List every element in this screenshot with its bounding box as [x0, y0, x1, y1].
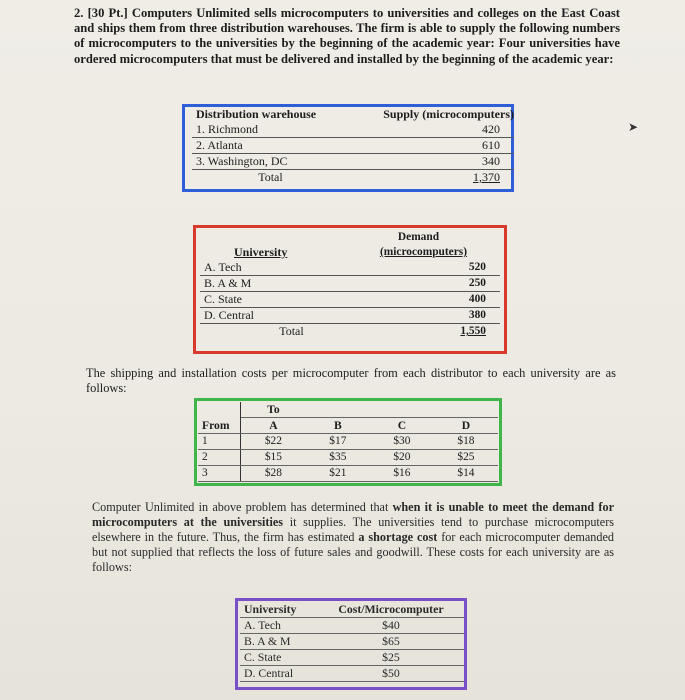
demand-header-university: University [234, 245, 288, 259]
supply-table [192, 107, 514, 185]
pointer-arrow-icon: ➤ [628, 120, 639, 134]
shortage-text-2: it supplies. The universities tend to purchase microcomputers elsewhere in the future. Thus, the firm has estimated [92, 515, 615, 544]
table-row [200, 292, 500, 308]
demand-total-row [200, 324, 500, 340]
shipping-cost: $17 [306, 434, 370, 450]
warehouse-supply: 610 [349, 138, 514, 154]
shipping-header-row [198, 418, 498, 434]
warehouse-name: 2. Atlanta [192, 138, 349, 154]
shipping-cost: $18 [434, 434, 498, 450]
table-row [240, 666, 464, 682]
demand-header-row-2 [200, 245, 500, 260]
supply-total-row [192, 170, 514, 186]
question-intro [74, 6, 620, 67]
shipping-from-id: 1 [198, 434, 241, 450]
cost-university: C. State [240, 650, 318, 666]
university-demand: 380 [347, 308, 500, 324]
cost-header-university: University [240, 602, 318, 618]
table-row [200, 260, 500, 276]
shipping-from-id: 2 [198, 450, 241, 466]
shipping-col-header: B [306, 418, 370, 434]
shipping-from-id: 3 [198, 466, 241, 482]
shipping-cost: $30 [370, 434, 434, 450]
demand-table [200, 230, 500, 339]
shipping-empty [434, 402, 498, 418]
university-demand: 400 [347, 292, 500, 308]
demand-total-label: Total [279, 324, 304, 338]
cost-table [240, 602, 464, 682]
university-name: B. A & M [200, 276, 347, 292]
question-text: Computers Unlimited sells microcomputers to universities and colleges on the East Coast and ships them from three distribution warehouses. The firm is able to supply the following numbers of microcomputers to the universities by the beginning of the academic year: Four universities have ordered microcomputers that must be delivered and installed by the beginning of the academic year: [74, 6, 620, 66]
university-demand: 520 [347, 260, 500, 276]
shipping-to-label: To [241, 402, 306, 418]
question-number: 2. [74, 6, 84, 20]
cost-value: $40 [318, 618, 464, 634]
shipping-cost: $20 [370, 450, 434, 466]
shipping-empty [306, 402, 370, 418]
warehouse-name: 1. Richmond [192, 122, 349, 138]
cost-university: B. A & M [240, 634, 318, 650]
table-row [192, 138, 514, 154]
supply-header-supply: Supply (microcomputers) [383, 107, 514, 121]
shipping-col-header: A [241, 418, 306, 434]
cost-value: $25 [318, 650, 464, 666]
table-row [192, 122, 514, 138]
shipping-empty [370, 402, 434, 418]
shipping-table [198, 402, 498, 482]
shipping-col-header: D [434, 418, 498, 434]
shipping-col-header: C [370, 418, 434, 434]
shipping-intro: The shipping and installation costs per microcomputer from each distributor to each university are as follows: [86, 366, 616, 396]
shortage-text-1: Computer Unlimited in above problem has determined that [92, 500, 393, 514]
university-demand: 250 [347, 276, 500, 292]
shipping-cost: $35 [306, 450, 370, 466]
supply-header-warehouse: Distribution warehouse [196, 107, 317, 121]
supply-header-row [192, 107, 514, 122]
shipping-cost: $22 [241, 434, 306, 450]
warehouse-supply: 340 [349, 154, 514, 170]
cost-header-row [240, 602, 464, 618]
university-name: D. Central [200, 308, 347, 324]
shortage-text-3: for each microcomputer demanded but not supplied that reflects the loss of future sales and goodwill. These costs for each university are as follows: [92, 530, 614, 574]
table-row [198, 450, 498, 466]
warehouse-name: 3. Washington, DC [192, 154, 349, 170]
table-row [192, 154, 514, 170]
university-name: C. State [200, 292, 347, 308]
demand-header-unit: (microcomputers) [379, 246, 468, 258]
cost-university: D. Central [240, 666, 318, 682]
table-row [240, 618, 464, 634]
cost-value: $65 [318, 634, 464, 650]
table-row [200, 276, 500, 292]
shortage-bold-1: when it is unable to meet the demand for microcomputers at the universities [92, 500, 614, 529]
demand-header-demand: Demand [397, 231, 440, 243]
table-row [200, 308, 500, 324]
shipping-to-row [198, 402, 498, 418]
table-row [198, 434, 498, 450]
shipping-cost: $25 [434, 450, 498, 466]
shortage-paragraph [92, 500, 614, 575]
cost-university: A. Tech [240, 618, 318, 634]
shipping-cost: $28 [241, 466, 306, 482]
question-points: [30 Pt.] [87, 6, 128, 20]
shipping-cost: $16 [370, 466, 434, 482]
table-row [240, 650, 464, 666]
shipping-corner [198, 402, 241, 418]
shipping-cost: $21 [306, 466, 370, 482]
supply-total-value: 1,370 [473, 170, 500, 184]
cost-header-cost: Cost/Microcomputer [318, 602, 464, 618]
warehouse-supply: 420 [349, 122, 514, 138]
table-row [240, 634, 464, 650]
table-row [198, 466, 498, 482]
demand-header-row-1 [200, 230, 500, 245]
shipping-cost: $15 [241, 450, 306, 466]
shipping-from-label: From [198, 418, 241, 434]
shipping-cost: $14 [434, 466, 498, 482]
supply-total-label: Total [258, 170, 283, 184]
shortage-bold-2: a shortage cost [358, 530, 438, 544]
university-name: A. Tech [200, 260, 347, 276]
demand-total-value: 1,550 [460, 325, 486, 337]
cost-value: $50 [318, 666, 464, 682]
demand-header-spacer [200, 230, 347, 245]
